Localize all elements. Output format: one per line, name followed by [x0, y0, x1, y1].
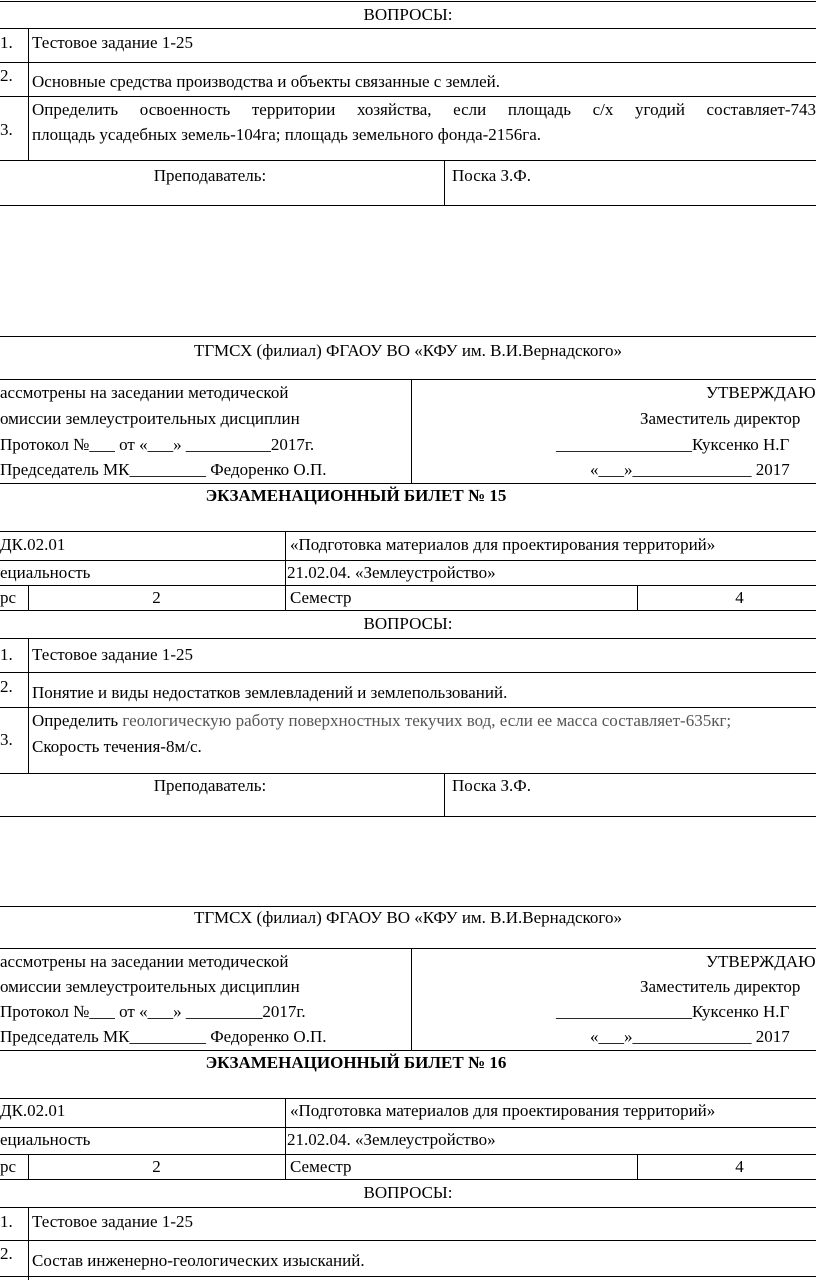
- approval-left-line: омиссии землеустроительных дисциплин: [0, 409, 300, 428]
- approval-right-line: Заместитель директор: [640, 977, 801, 996]
- teacher-label: Преподаватель:: [153, 166, 267, 185]
- course-label: рс: [0, 1157, 17, 1176]
- approval-left-line: омиссии землеустроительных дисциплин: [0, 977, 300, 996]
- specialty-value: 21.02.04. «Землеустройство»: [287, 1130, 496, 1149]
- question-text: Основные средства производства и объекты связанные с землей.: [32, 72, 500, 91]
- approval-left-line: ассмотрены на заседании методической: [0, 383, 289, 402]
- ticket-title: ЭКЗАМЕНАЦИОННЫЙ БИЛЕТ № 15: [205, 486, 507, 505]
- ticket-title: ЭКЗАМЕНАЦИОННЫЙ БИЛЕТ № 16: [205, 1053, 507, 1072]
- specialty-label: ециальность: [0, 1130, 91, 1149]
- question-number: 1.: [0, 1212, 13, 1231]
- module-name: «Подготовка материалов для проектирования территорий»: [290, 535, 716, 554]
- approval-left-line: Председатель МК_________ Федоренко О.П.: [0, 460, 327, 479]
- course-value: 2: [152, 588, 161, 607]
- question-text: Определить освоенность территории хозяйства, если площадь с/х угодий составляет-743: [32, 100, 816, 119]
- question-text: Понятие и виды недостатков землевладений и землепользований.: [32, 683, 508, 702]
- question-number: 2.: [0, 1244, 13, 1263]
- approval-left-line: Председатель МК_________ Федоренко О.П.: [0, 1027, 327, 1046]
- course-value: 2: [152, 1157, 161, 1176]
- approval-right-line: «___»______________ 2017: [590, 460, 790, 479]
- approval-right-line: ________________Куксенко Н.Г: [556, 435, 790, 454]
- course-label: рс: [0, 588, 17, 607]
- questions-header: ВОПРОСЫ:: [363, 614, 453, 633]
- question-text: Скорость течения-8м/с.: [32, 737, 202, 756]
- approval-right-line: Заместитель директор: [640, 409, 801, 428]
- question-text: Тестовое задание 1-25: [32, 1212, 193, 1231]
- question-text: площадь усадебных земель-104га; площадь земельного фонда-2156га.: [32, 125, 542, 144]
- teacher-name: Поска З.Ф.: [452, 776, 531, 795]
- approval-right-line: ________________Куксенко Н.Г: [556, 1002, 790, 1021]
- module-code: ДК.02.01: [0, 535, 66, 554]
- question-text: Определить: [32, 711, 119, 730]
- approval-left-line: ассмотрены на заседании методической: [0, 952, 289, 971]
- semester-value: 4: [735, 1157, 744, 1176]
- module-code: ДК.02.01: [0, 1101, 66, 1120]
- question-number: 3.: [0, 120, 13, 139]
- questions-header: ВОПРОСЫ:: [363, 1183, 453, 1202]
- organization-name: ТГМСХ (филиал) ФГАОУ ВО «КФУ им. В.И.Вернадского»: [194, 341, 622, 360]
- semester-label: Семестр: [290, 1157, 352, 1176]
- specialty-value: 21.02.04. «Землеустройство»: [287, 563, 496, 582]
- question-text: Состав инженерно-геологических изысканий.: [32, 1251, 365, 1270]
- question-number: 1.: [0, 33, 13, 52]
- teacher-label: Преподаватель:: [153, 776, 267, 795]
- question-text-line: [32, 711, 816, 731]
- approval-right-line: УТВЕРЖДАЮ: [706, 383, 816, 402]
- question-number: 2.: [0, 66, 13, 85]
- module-name: «Подготовка материалов для проектирования территорий»: [290, 1101, 716, 1120]
- semester-value: 4: [735, 588, 744, 607]
- question-text: геологическую работу поверхностных текучих вод, если ее масса составляет-635кг;: [118, 711, 732, 730]
- approval-right-line: УТВЕРЖДАЮ: [706, 952, 816, 971]
- approval-left-line: Протокол №___ от «___» __________2017г.: [0, 435, 315, 454]
- question-number: 3.: [0, 730, 13, 749]
- teacher-name: Поска З.Ф.: [452, 166, 531, 185]
- approval-right-line: «___»______________ 2017: [590, 1027, 790, 1046]
- question-text: Тестовое задание 1-25: [32, 33, 193, 52]
- semester-label: Семестр: [290, 588, 352, 607]
- question-number: 2.: [0, 677, 13, 696]
- specialty-label: ециальность: [0, 563, 91, 582]
- questions-header: ВОПРОСЫ:: [363, 5, 453, 24]
- approval-left-line: Протокол №___ от «___» _________2017г.: [0, 1002, 306, 1021]
- question-number: 1.: [0, 645, 13, 664]
- organization-name: ТГМСХ (филиал) ФГАОУ ВО «КФУ им. В.И.Вернадского»: [194, 908, 622, 927]
- question-text: Тестовое задание 1-25: [32, 645, 193, 664]
